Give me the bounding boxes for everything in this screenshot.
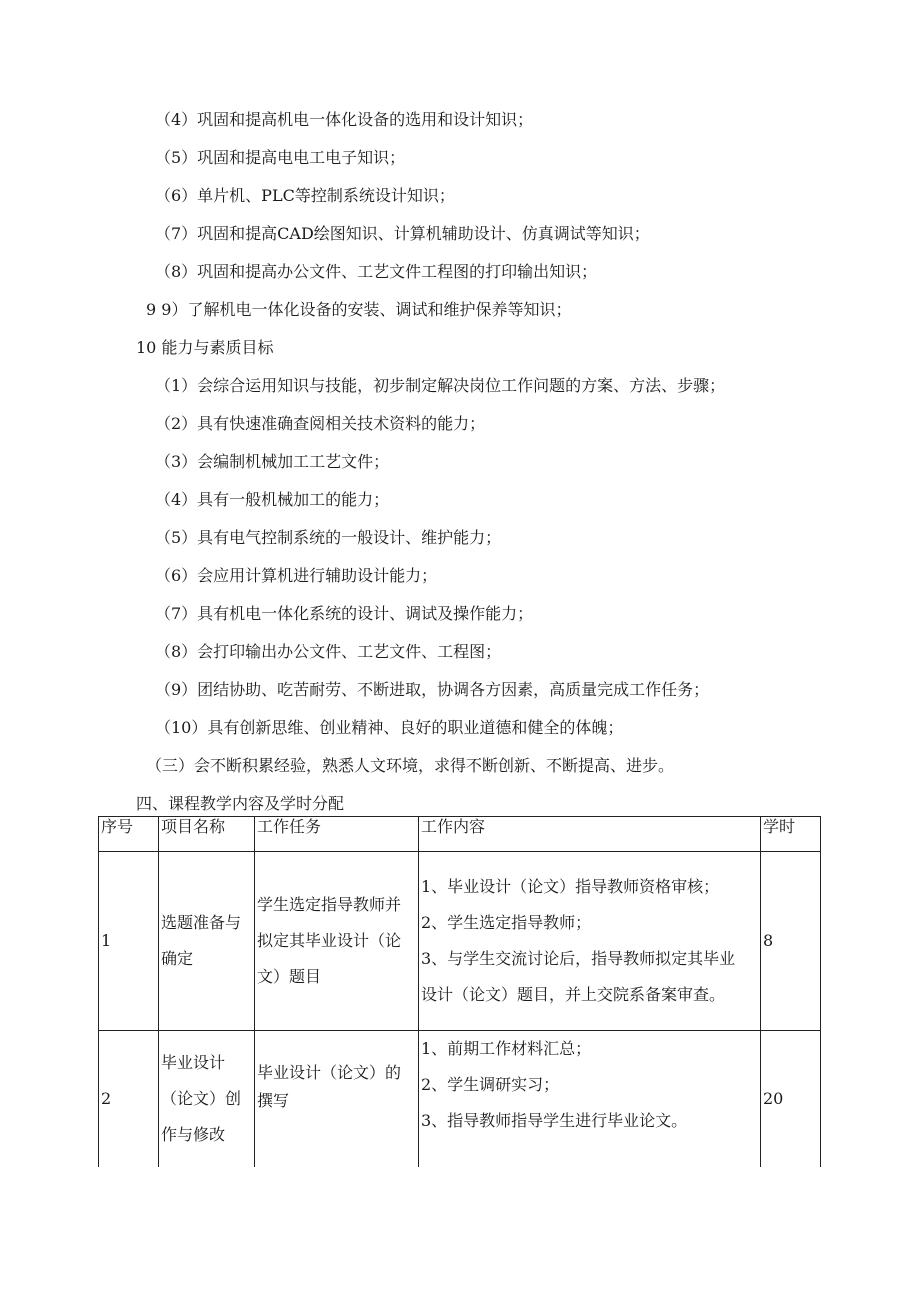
table-row: [99, 1031, 821, 1168]
row-task-line: 文）题目: [257, 967, 322, 986]
row-name-line: （论文）创: [161, 1089, 242, 1108]
row-task-line: 毕业设计（论文）的: [257, 1063, 402, 1082]
row-task-line: 学生选定指导教师并: [257, 895, 402, 914]
knowledge-item-5: （5）巩固和提高电电工电子知识；: [155, 148, 406, 167]
header-no: 序号: [99, 817, 159, 852]
row-content-line: 3、指导教师指导学生进行毕业论文。: [421, 1111, 688, 1130]
ability-item-4: （4）具有一般机械加工的能力；: [155, 490, 390, 509]
knowledge-item-4: （4）巩固和提高机电一体化设备的选用和设计知识；: [155, 110, 534, 129]
ability-item-3: （3）会编制机械加工工艺文件；: [155, 452, 390, 471]
row-name-line: 选题准备与: [161, 913, 242, 932]
ability-item-7: （7）具有机电一体化系统的设计、调试及操作能力；: [155, 604, 534, 623]
row-content-line: 2、学生调研实习；: [421, 1075, 560, 1094]
header-content: 工作内容: [419, 817, 761, 852]
row-content-line: 1、前期工作材料汇总；: [421, 1039, 592, 1058]
course-table: [98, 816, 821, 1167]
row-name-line: 毕业设计: [161, 1053, 226, 1072]
table-row: [99, 852, 821, 1031]
row-no: 1: [99, 852, 159, 1031]
row-content-line: 2、学生选定指导教师；: [421, 913, 592, 932]
extra-item: （三）会不断积累经验，熟悉人文环境，求得不断创新、不断提高、进步。: [146, 756, 675, 775]
row-name: [159, 1031, 255, 1168]
row-content-line: 设计（论文）题目，并上交院系备案审查。: [421, 985, 726, 1004]
row-content: [419, 852, 761, 1031]
row-name: [159, 852, 255, 1031]
table-header-row: [99, 817, 821, 852]
row-content-line: 1、毕业设计（论文）指导教师资格审核；: [421, 877, 720, 896]
section-title: 四、课程教学内容及学时分配: [136, 794, 345, 813]
ability-item-10: （10）具有创新思维、创业精神、良好的职业道德和健全的体魄；: [155, 718, 624, 737]
ability-item-6: （6）会应用计算机进行辅助设计能力；: [155, 566, 438, 585]
ability-item-5: （5）具有电气控制系统的一般设计、维护能力；: [155, 528, 502, 547]
header-hours: 学时: [761, 817, 821, 852]
knowledge-item-6: （6）单片机、PLC等控制系统设计知识；: [155, 186, 455, 205]
knowledge-item-7: （7）巩固和提高CAD绘图知识、计算机辅助设计、仿真调试等知识；: [155, 224, 650, 243]
ability-item-8: （8）会打印输出办公文件、工艺文件、工程图；: [155, 642, 502, 661]
row-hours: 8: [761, 852, 821, 1031]
row-content-line: 3、与学生交流讨论后，指导教师拟定其毕业: [421, 949, 736, 968]
ability-item-2: （2）具有快速准确查阅相关技术资料的能力；: [155, 414, 486, 433]
row-hours: 20: [761, 1031, 821, 1168]
row-no: 2: [99, 1031, 159, 1168]
header-task: 工作任务: [255, 817, 419, 852]
row-task-line: 拟定其毕业设计（论: [257, 931, 402, 950]
row-content: [419, 1031, 761, 1168]
knowledge-item-9: 9 9）了解机电一体化设备的安装、调试和维护保养等知识；: [146, 300, 572, 319]
ability-item-1: （1）会综合运用知识与技能，初步制定解决岗位工作问题的方案、方法、步骤；: [155, 376, 726, 395]
row-name-line: 确定: [161, 949, 194, 968]
row-task: [255, 852, 419, 1031]
knowledge-item-8: （8）巩固和提高办公文件、工艺文件工程图的打印输出知识；: [155, 262, 598, 281]
header-name: 项目名称: [159, 817, 255, 852]
row-task-line: 撰写: [257, 1091, 290, 1110]
row-name-line: 作与修改: [161, 1125, 226, 1144]
row-task: [255, 1031, 419, 1168]
ability-heading: 10 能力与素质目标: [136, 338, 274, 357]
ability-item-9: （9）团结协助、吃苦耐劳、不断进取，协调各方因素，高质量完成工作任务；: [155, 680, 710, 699]
